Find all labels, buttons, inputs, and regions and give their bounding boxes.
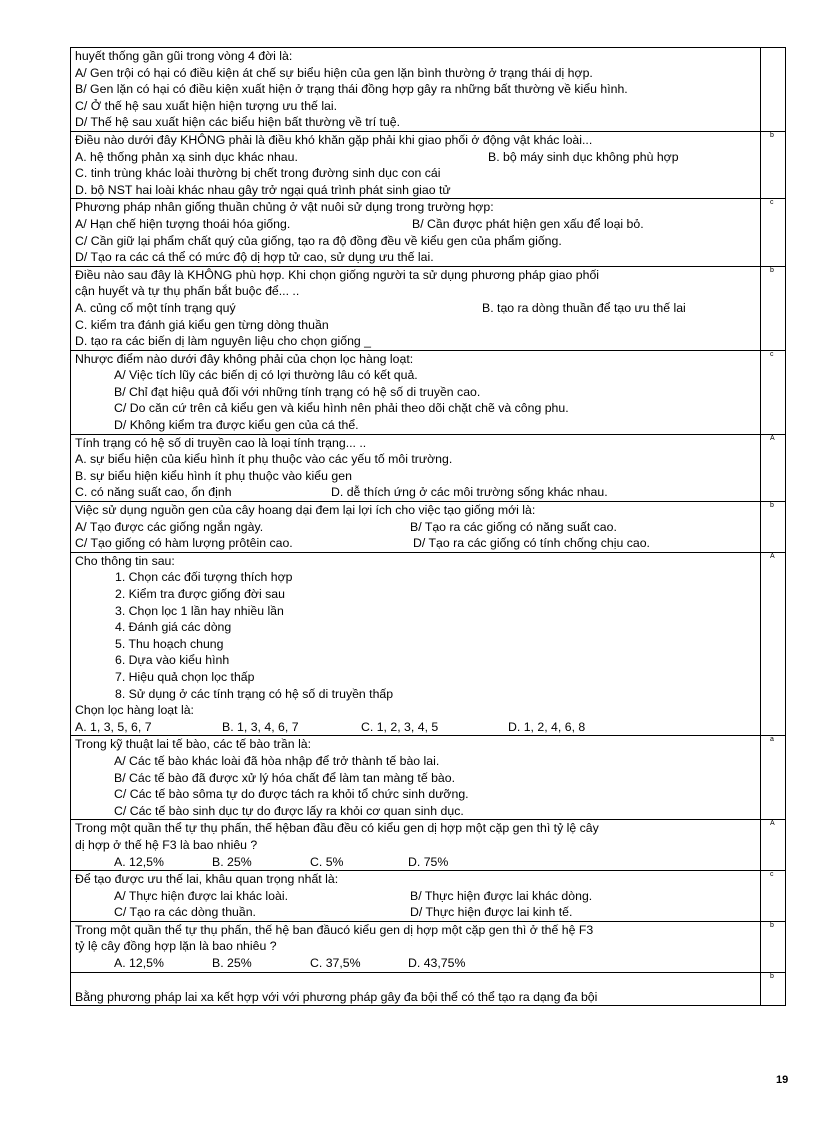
answer-cell <box>761 736 786 820</box>
question-row <box>71 972 786 1006</box>
answer-mark: c <box>770 350 774 358</box>
question-cell <box>71 199 761 266</box>
option-a: A. 12,5% <box>114 854 164 869</box>
question-cell <box>71 350 761 434</box>
answer-mark: a <box>770 736 774 744</box>
option-a: A. 12,5% <box>114 956 164 971</box>
answer-mark: b <box>770 972 774 980</box>
option-c: C/ Cần giữ lại phẩm chất quý của giống, tạo ra độ đồng đều về kiểu gen của phẩm giống. <box>75 233 562 248</box>
option-row <box>75 854 757 871</box>
answer-cell <box>761 131 786 198</box>
question-text: Phương pháp nhân giống thuần chủng ở vật nuôi sử dụng trong trường hợp: <box>75 200 494 215</box>
option-c: C/ Tạo ra các dòng thuần. <box>114 905 256 920</box>
answer-mark: A <box>770 434 775 442</box>
question-row <box>71 820 786 871</box>
info-item: 4. Đánh giá các dòng <box>115 620 232 635</box>
option-d: D. 75% <box>408 854 449 869</box>
option-d: D/ Thực hiện được lai kinh tế. <box>410 905 573 920</box>
answer-cell <box>761 972 786 1006</box>
question-text: Để tạo được ưu thế lai, khâu quan trọng nhất là: <box>75 872 339 887</box>
option-pair <box>75 904 757 921</box>
answer-cell <box>761 434 786 501</box>
question-row <box>71 434 786 501</box>
answer-cell <box>761 820 786 871</box>
option-c: C. tinh trùng khác loài thường bị chết trong đường sinh dục con cái <box>75 166 441 181</box>
answer-mark: b <box>770 921 774 929</box>
info-item: 6. Dựa vào kiểu hình <box>115 653 230 668</box>
question-text: huyết thống gần gũi trong vòng 4 đời là: <box>75 49 293 63</box>
option-d: D. dễ thích ứng ở các môi trường sống khác nhau. <box>331 485 608 500</box>
question-text: dị hợp ở thế hệ F3 là bao nhiêu ? <box>75 837 258 852</box>
info-item: 7. Hiệu quả chọn lọc thấp <box>115 669 255 684</box>
answer-mark: A <box>770 820 775 828</box>
option-c: C. 5% <box>310 854 344 869</box>
question-row <box>71 552 786 736</box>
answer-cell <box>761 350 786 434</box>
question-text: Trong một quần thể tự thụ phấn, thế hệban đầu đều có kiểu gen dị hợp một cặp gen thì tỷ lệ cây <box>75 821 599 836</box>
option-c: C. có năng suất cao, ổn định <box>75 485 232 500</box>
question-text: Cho thông tin sau: <box>75 553 175 568</box>
question-cell <box>71 131 761 198</box>
answer-cell <box>761 502 786 553</box>
option-c: C/ Ở thế hệ sau xuất hiện hiện tượng ưu thế lai. <box>75 98 338 113</box>
answer-cell <box>761 552 786 736</box>
option-c: C/ Các tế bào sôma tự do được tách ra khỏi tổ chức sinh dưỡng. <box>114 787 469 802</box>
option-c: C. kiểm tra đánh giá kiểu gen từng dòng thuần <box>75 317 329 332</box>
info-item: 5. Thu hoạch chung <box>115 636 224 651</box>
option-pair <box>75 484 757 501</box>
answer-cell <box>761 266 786 350</box>
option-d: D/ Không kiểm tra được kiểu gen của cá thể. <box>114 418 359 433</box>
question-text: tỷ lệ cây đồng hợp lặn là bao nhiêu ? <box>75 939 277 954</box>
option-b: B/ Gen lặn có hại có điều kiện xuất hiện ở trạng thái đồng hợp gây ra những bất thường về kiểu hình. <box>75 82 628 97</box>
blank-line <box>75 973 757 989</box>
option-pair <box>75 535 757 552</box>
option-b: B/ Tạo ra các giống có năng suất cao. <box>410 519 617 534</box>
option-a: A/ Các tế bào khác loài đã hòa nhập để trở thành tế bào lai. <box>114 753 440 768</box>
info-item: 8. Sử dụng ở các tính trạng có hệ số di truyền thấp <box>115 686 394 701</box>
option-d: D/ Thế hệ sau xuất hiện các biểu hiện bất thường về trí tuệ. <box>75 115 401 130</box>
option-b: B. tạo ra dòng thuần để tạo ưu thế lai <box>482 300 686 315</box>
question-text: cận huyết và tự thụ phấn bắt buộc để... .. <box>75 284 300 299</box>
option-a: A/ Việc tích lũy các biến dị có lợi thường lâu có kết quả. <box>114 368 418 383</box>
option-pair <box>75 216 757 233</box>
option-row <box>75 719 757 736</box>
answer-mark: b <box>770 502 774 510</box>
info-item: 2. Kiểm tra được giống đời sau <box>115 587 285 601</box>
option-b: B/ Các tế bào đã được xử lý hóa chất để làm tan màng tế bào. <box>114 770 456 785</box>
question-cell <box>71 552 761 736</box>
option-pair <box>75 149 757 166</box>
question-text: Tính trạng có hệ số di truyền cao là loại tính trạng... .. <box>75 435 367 450</box>
question-text: Chọn lọc hàng loạt là: <box>75 703 194 718</box>
option-c: C. 1, 2, 3, 4, 5 <box>361 719 439 734</box>
question-cell <box>71 736 761 820</box>
question-cell <box>71 921 761 972</box>
question-text: Trong một quần thể tự thụ phấn, thế hệ ban đầucó kiểu gen dị hợp một cặp gen thì ở thế hệ F3 <box>75 922 594 937</box>
answer-cell <box>761 199 786 266</box>
info-item: 1. Chọn các đối tượng thích hợp <box>115 570 293 585</box>
answer-mark: c <box>770 871 774 879</box>
option-b: B/ Chỉ đạt hiệu quả đối với những tính trạng có hệ số di truyền cao. <box>114 384 481 399</box>
option-a: A. 1, 3, 5, 6, 7 <box>75 719 152 734</box>
answer-cell <box>761 921 786 972</box>
option-pair <box>75 519 757 536</box>
question-text: Trong kỹ thuật lai tế bào, các tế bào trần là: <box>75 737 312 752</box>
question-row <box>71 921 786 972</box>
question-row <box>71 131 786 198</box>
question-cell <box>71 48 761 132</box>
answer-mark: b <box>770 131 774 139</box>
option-row <box>75 955 757 972</box>
answer-mark: b <box>770 266 774 274</box>
option-b: B. sự biểu hiện kiểu hình ít phụ thuộc vào kiểu gen <box>75 468 352 483</box>
option-a: A. sự biểu hiện của kiểu hình ít phụ thuộc vào các yếu tố môi trường. <box>75 452 453 467</box>
answer-mark: A <box>770 552 775 560</box>
question-text: Việc sử dụng nguồn gen của cây hoang dại đem lại lợi ích cho việc tạo giống mới là: <box>75 503 536 518</box>
page-number: 19 <box>776 1074 789 1086</box>
option-b: B. 25% <box>212 956 252 971</box>
option-a: A. hệ thống phản xạ sinh dục khác nhau. <box>75 149 298 164</box>
question-text: Bằng phương pháp lai xa kết hợp với với phương pháp gây đa bội thể có thể tạo ra dạng đa bội <box>75 989 598 1004</box>
question-row <box>71 48 786 132</box>
option-c: C/ Do căn cứ trên cả kiểu gen và kiểu hình nên phải theo dõi chặt chẽ và công phu. <box>114 401 569 416</box>
option-d: D/ Tạo ra các cá thể có mức độ dị hợp tử cao, sử dụng ưu thế lai. <box>75 250 434 265</box>
answer-mark: c <box>770 199 774 207</box>
option-b: B. 25% <box>212 854 252 869</box>
question-cell <box>71 266 761 350</box>
question-cell <box>71 820 761 871</box>
question-row <box>71 502 786 553</box>
answer-cell <box>761 48 786 132</box>
option-a: A/ Gen trội có hại có điều kiện át chế sự biểu hiện của gen lặn bình thường ở trạng thái dị hợp. <box>75 65 593 80</box>
option-b: B. bộ máy sinh dục không phù hợp <box>488 149 679 164</box>
option-d: D/ Tạo ra các giống có tính chống chịu cao. <box>413 536 650 551</box>
question-cell <box>71 972 761 1006</box>
option-c: C. 37,5% <box>310 956 361 971</box>
question-table <box>70 47 786 1006</box>
question-cell <box>71 871 761 922</box>
option-pair <box>75 888 757 905</box>
option-a: A. củng cố một tính trạng quý <box>75 300 236 315</box>
question-row <box>71 350 786 434</box>
question-cell <box>71 502 761 553</box>
option-pair <box>75 300 757 317</box>
option-d: D. bộ NST hai loài khác nhau gây trở ngại quá trình phát sinh giao tử <box>75 182 451 197</box>
option-a: A/ Hạn chế hiện tượng thoái hóa giống. <box>75 216 291 231</box>
question-row <box>71 871 786 922</box>
question-row <box>71 736 786 820</box>
option-d: C/ Các tế bào sinh dục tự do được lấy ra khỏi cơ quan sinh dục. <box>114 803 464 818</box>
option-b: B. 1, 3, 4, 6, 7 <box>222 719 299 734</box>
option-a: A/ Thực hiện được lai khác loài. <box>114 888 288 903</box>
question-row <box>71 199 786 266</box>
option-c: C/ Tạo giống có hàm lượng prôtêin cao. <box>75 536 293 551</box>
option-a: A/ Tạo được các giống ngắn ngày. <box>75 519 264 534</box>
question-cell <box>71 434 761 501</box>
question-text: Điều nào sau đây là KHÔNG phù hợp. Khi chọn giống người ta sử dụng phương pháp giao phối <box>75 267 600 282</box>
question-row <box>71 266 786 350</box>
answer-cell <box>761 871 786 922</box>
option-d: D. tạo ra các biến dị làm nguyên liệu cho chọn giống _ <box>75 334 371 349</box>
option-b: B/ Thực hiện được lai khác dòng. <box>410 888 593 903</box>
info-item: 3. Chọn lọc 1 lần hay nhiều lần <box>115 603 284 618</box>
question-text: Điều nào dưới đây KHÔNG phải là điều khó khăn gặp phải khi giao phối ở động vật khác loài... <box>75 132 593 147</box>
question-text: Nhược điểm nào dưới đây không phải của chọn lọc hàng loạt: <box>75 351 414 366</box>
option-d: D. 43,75% <box>408 956 466 971</box>
option-b: B/ Cần được phát hiện gen xấu để loại bỏ. <box>412 216 644 231</box>
option-d: D. 1, 2, 4, 6, 8 <box>508 719 586 734</box>
